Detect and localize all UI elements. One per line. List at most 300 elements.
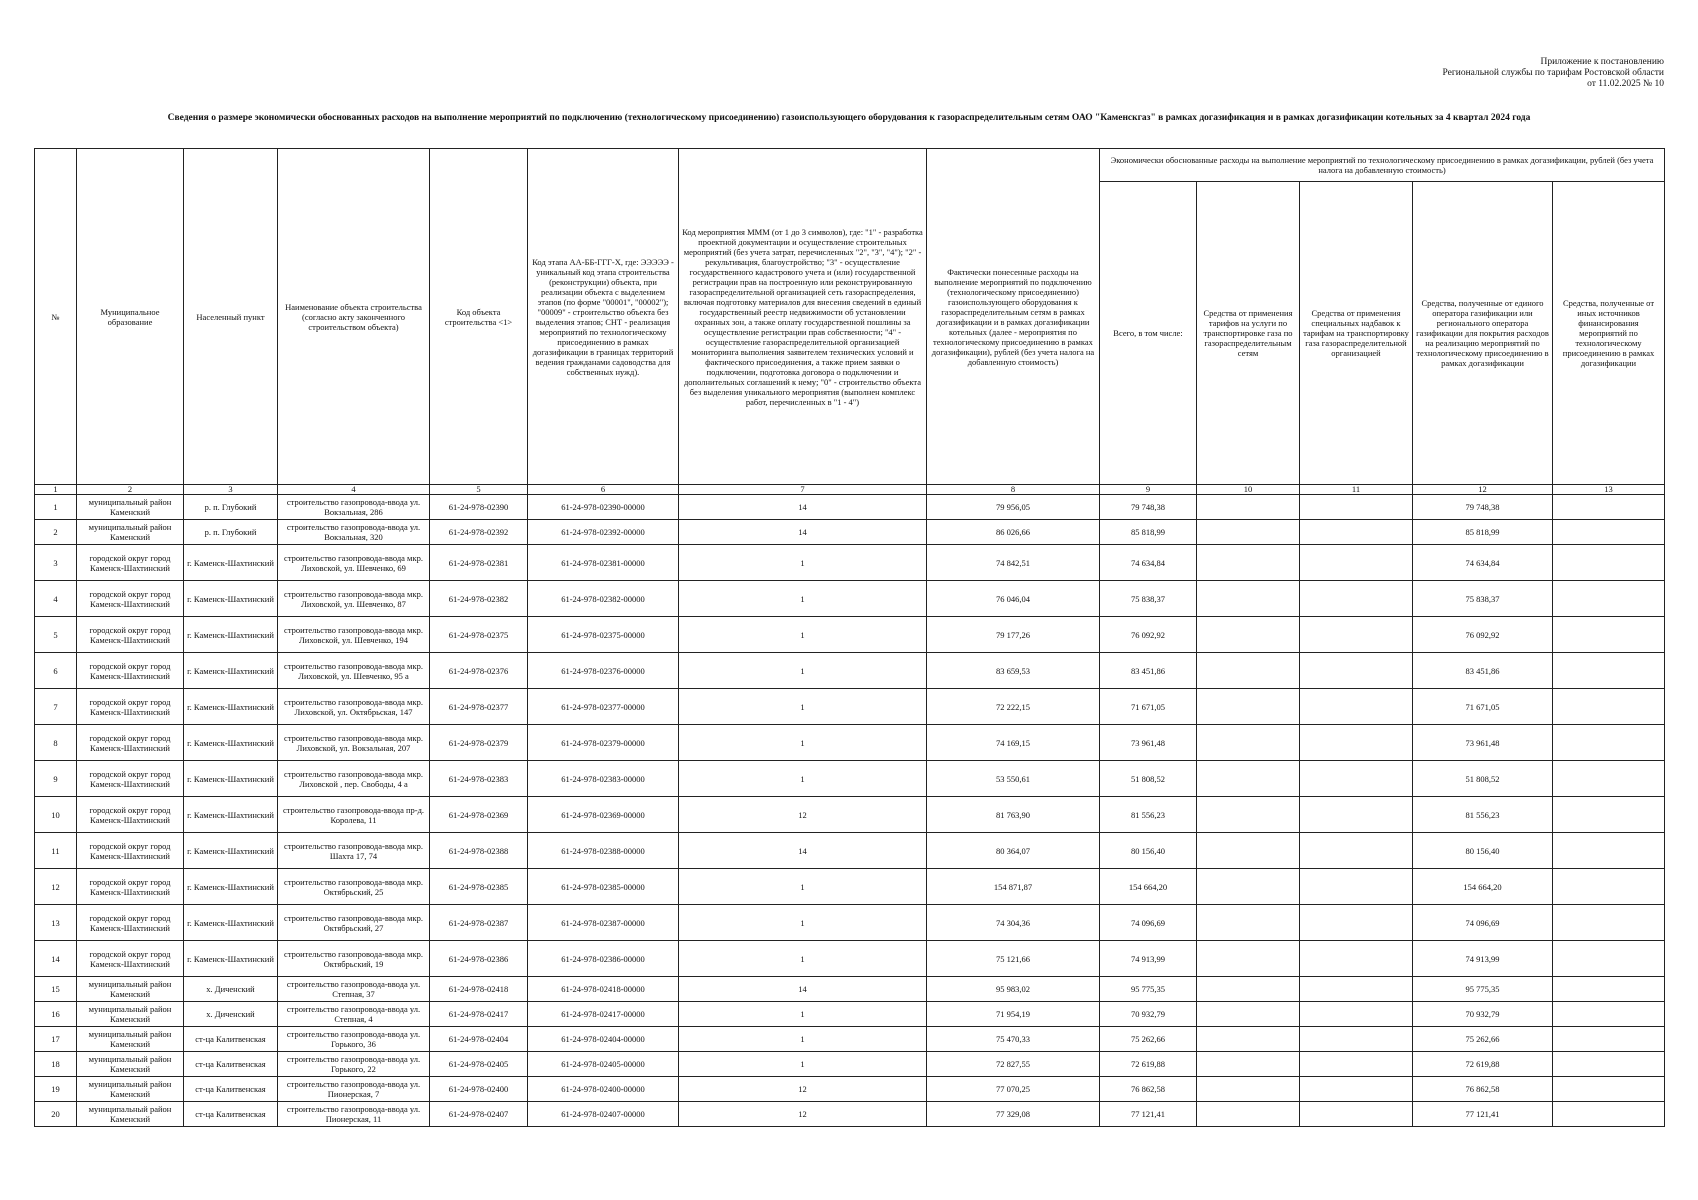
cell-operator: 81 556,23 <box>1413 797 1553 833</box>
cell-object-name: строительство газопровода-ввода пр-д. Королева, 11 <box>278 797 430 833</box>
cell-object-name: строительство газопровода-ввода ул. Пионерская, 11 <box>278 1102 430 1127</box>
appendix-line: от 11.02.2025 № 10 <box>1587 79 1664 89</box>
cell-tariffs <box>1197 495 1300 520</box>
cell-total: 75 262,66 <box>1100 1027 1197 1052</box>
cell-surcharges <box>1300 797 1413 833</box>
table-row <box>35 617 1665 653</box>
table-row <box>35 797 1665 833</box>
header-operator: Средства, полученные от единого оператора газификации или регионального оператора газификации для покрытия расходов на реализацию мероприятий по технологическому присоединению в рамках догазификации <box>1413 182 1553 485</box>
table-row <box>35 495 1665 520</box>
cell-settlement: г. Каменск-Шахтинский <box>184 761 278 797</box>
cell-surcharges <box>1300 545 1413 581</box>
cell-municipality: муниципальный район Каменский <box>77 495 184 520</box>
cell-activity-code: 1 <box>679 905 927 941</box>
cell-object-name: строительство газопровода-ввода ул. Пионерская, 7 <box>278 1077 430 1102</box>
cell-total: 72 619,88 <box>1100 1052 1197 1077</box>
cell-operator: 76 862,58 <box>1413 1077 1553 1102</box>
cell-object-code: 61-24-978-02400 <box>430 1077 528 1102</box>
column-numbers-row <box>35 485 1665 495</box>
cell-total: 71 671,05 <box>1100 689 1197 725</box>
cell-activity-code: 1 <box>679 1002 927 1027</box>
cell-actual-costs: 76 046,04 <box>927 581 1100 617</box>
table-row <box>35 1077 1665 1102</box>
cell-municipality: городской округ город Каменск-Шахтинский <box>77 905 184 941</box>
cell-actual-costs: 95 983,02 <box>927 977 1100 1002</box>
cell-operator: 74 096,69 <box>1413 905 1553 941</box>
cell-other <box>1553 653 1665 689</box>
cell-actual-costs: 79 177,26 <box>927 617 1100 653</box>
cell-surcharges <box>1300 1077 1413 1102</box>
cell-activity-code: 1 <box>679 1052 927 1077</box>
cell-stage-code: 61-24-978-02377-00000 <box>528 689 679 725</box>
cell-operator: 70 932,79 <box>1413 1002 1553 1027</box>
cell-other <box>1553 617 1665 653</box>
cell-object-code: 61-24-978-02404 <box>430 1027 528 1052</box>
row-number: 7 <box>35 689 77 725</box>
cell-tariffs <box>1197 653 1300 689</box>
cell-activity-code: 12 <box>679 1102 927 1127</box>
cell-object-name: строительство газопровода-ввода ул. Степная, 4 <box>278 1002 430 1027</box>
cell-tariffs <box>1197 941 1300 977</box>
cell-settlement: г. Каменск-Шахтинский <box>184 617 278 653</box>
cell-stage-code: 61-24-978-02407-00000 <box>528 1102 679 1127</box>
cell-other <box>1553 1077 1665 1102</box>
cell-object-code: 61-24-978-02382 <box>430 581 528 617</box>
cell-total: 81 556,23 <box>1100 797 1197 833</box>
cell-actual-costs: 77 329,08 <box>927 1102 1100 1127</box>
cell-actual-costs: 79 956,05 <box>927 495 1100 520</box>
cell-surcharges <box>1300 1052 1413 1077</box>
header-stage-code: Код этапа АА-ББ-ГГГ-Х, где: ЭЭЭЭЭ - уникальный код этапа строительства (реконструкции) объекта, при реализации объекта с выделением этапов (по форме "00001", "00002"); "00009" - строительство объекта без выделения этапов; СНТ - реализация мероприятий по технологическому присоединению в рамках догазификации в границах территорий ведения гражданами садоводства для собственных нужд). <box>528 149 679 485</box>
row-number: 20 <box>35 1102 77 1127</box>
header-num: № <box>35 149 77 485</box>
cell-surcharges <box>1300 520 1413 545</box>
cell-operator: 76 092,92 <box>1413 617 1553 653</box>
cell-other <box>1553 941 1665 977</box>
cell-other <box>1553 1027 1665 1052</box>
cell-total: 74 913,99 <box>1100 941 1197 977</box>
table-row <box>35 905 1665 941</box>
row-number: 14 <box>35 941 77 977</box>
cell-object-name: строительство газопровода-ввода мкр. Лиховской, ул. Октябрьская, 147 <box>278 689 430 725</box>
cell-surcharges <box>1300 941 1413 977</box>
cell-surcharges <box>1300 689 1413 725</box>
cell-tariffs <box>1197 761 1300 797</box>
cell-tariffs <box>1197 725 1300 761</box>
header-activity-code: Код мероприятия МММ (от 1 до 3 символов), где: "1" - разработка проектной документации и осуществление строительных мероприятий (без учета затрат, перечисленных "2", "3", "4"); "2" - рекультивация, благоустройство; "3" - осуществление государственного кадастрового учета и (или) государственной регистрации прав на построенную или реконструированную газораспределительной организацией сеть газораспределения, включая подготовку материалов для внесения сведений в единый государственный реестр недвижимости об установлении охранных зон, а также оплату государственной пошлины за осуществление регистрации прав собственности; "4" - осуществление газораспределительной организацией мониторинга выполнения заявителем технических условий и фактического присоединения, а также прием заявки о подключении, подготовка договора о подключении и дополнительных соглашений к нему; "0" - строительство объекта без выделения уникального мероприятия (выполнен комплекс работ, перечисленных в "1 - 4") <box>679 149 927 485</box>
column-number: 2 <box>77 485 184 495</box>
cell-other <box>1553 725 1665 761</box>
cell-stage-code: 61-24-978-02417-00000 <box>528 1002 679 1027</box>
table-header <box>35 149 1665 495</box>
cell-total: 70 932,79 <box>1100 1002 1197 1027</box>
cell-municipality: городской округ город Каменск-Шахтинский <box>77 653 184 689</box>
row-number: 3 <box>35 545 77 581</box>
cell-tariffs <box>1197 617 1300 653</box>
row-number: 8 <box>35 725 77 761</box>
cell-municipality: городской округ город Каменск-Шахтинский <box>77 869 184 905</box>
cell-object-name: строительство газопровода-ввода мкр. Октябрьский, 19 <box>278 941 430 977</box>
row-number: 15 <box>35 977 77 1002</box>
row-number: 11 <box>35 833 77 869</box>
cell-object-code: 61-24-978-02418 <box>430 977 528 1002</box>
table-row <box>35 1002 1665 1027</box>
cell-stage-code: 61-24-978-02405-00000 <box>528 1052 679 1077</box>
cell-stage-code: 61-24-978-02369-00000 <box>528 797 679 833</box>
cell-stage-code: 61-24-978-02392-00000 <box>528 520 679 545</box>
cell-other <box>1553 833 1665 869</box>
cell-municipality: муниципальный район Каменский <box>77 1002 184 1027</box>
cell-municipality: городской округ город Каменск-Шахтинский <box>77 545 184 581</box>
cell-activity-code: 14 <box>679 977 927 1002</box>
cell-object-name: строительство газопровода-ввода мкр. Лиховской, ул. Вокзальная, 207 <box>278 725 430 761</box>
row-number: 4 <box>35 581 77 617</box>
cell-total: 85 818,99 <box>1100 520 1197 545</box>
cell-tariffs <box>1197 689 1300 725</box>
cell-object-code: 61-24-978-02387 <box>430 905 528 941</box>
cell-tariffs <box>1197 869 1300 905</box>
cell-operator: 73 961,48 <box>1413 725 1553 761</box>
cell-total: 76 092,92 <box>1100 617 1197 653</box>
cell-tariffs <box>1197 905 1300 941</box>
row-number: 10 <box>35 797 77 833</box>
cell-object-name: строительство газопровода-ввода мкр. Лиховской, ул. Шевченко, 194 <box>278 617 430 653</box>
cell-settlement: г. Каменск-Шахтинский <box>184 581 278 617</box>
cell-total: 77 121,41 <box>1100 1102 1197 1127</box>
cell-activity-code: 1 <box>679 941 927 977</box>
cell-other <box>1553 1052 1665 1077</box>
cell-activity-code: 14 <box>679 833 927 869</box>
cell-settlement: ст-ца Калитвенская <box>184 1052 278 1077</box>
cell-stage-code: 61-24-978-02390-00000 <box>528 495 679 520</box>
cell-municipality: городской округ город Каменск-Шахтинский <box>77 833 184 869</box>
cell-settlement: г. Каменск-Шахтинский <box>184 689 278 725</box>
column-number: 3 <box>184 485 278 495</box>
appendix-line: Региональной службы по тарифам Ростовской области <box>1442 68 1664 78</box>
cell-stage-code: 61-24-978-02381-00000 <box>528 545 679 581</box>
cell-object-name: строительство газопровода-ввода мкр. Шахта 17, 74 <box>278 833 430 869</box>
cell-other <box>1553 905 1665 941</box>
cell-stage-code: 61-24-978-02385-00000 <box>528 869 679 905</box>
cell-object-name: строительство газопровода-ввода ул. Вокзальная, 320 <box>278 520 430 545</box>
cell-municipality: муниципальный район Каменский <box>77 977 184 1002</box>
cell-total: 80 156,40 <box>1100 833 1197 869</box>
column-number: 1 <box>35 485 77 495</box>
cell-tariffs <box>1197 797 1300 833</box>
cell-surcharges <box>1300 869 1413 905</box>
header-actual-costs: Фактически понесенные расходы на выполнение мероприятий по подключению (технологическому присоединению) газоиспользующего оборудования к газораспределительным сетям в рамках догазификации и в рамках догазификации котельных (далее - мероприятия по технологическому присоединению в рамках догазификации), рублей (без учета налога на добавленную стоимость) <box>927 149 1100 485</box>
cell-stage-code: 61-24-978-02418-00000 <box>528 977 679 1002</box>
cell-total: 95 775,35 <box>1100 977 1197 1002</box>
cell-stage-code: 61-24-978-02382-00000 <box>528 581 679 617</box>
row-number: 16 <box>35 1002 77 1027</box>
cell-stage-code: 61-24-978-02400-00000 <box>528 1077 679 1102</box>
cell-object-code: 61-24-978-02375 <box>430 617 528 653</box>
cell-total: 74 634,84 <box>1100 545 1197 581</box>
cell-object-name: строительство газопровода-ввода мкр. Октябрьский, 27 <box>278 905 430 941</box>
cell-surcharges <box>1300 1102 1413 1127</box>
table-body <box>35 495 1665 1127</box>
row-number: 9 <box>35 761 77 797</box>
cell-stage-code: 61-24-978-02386-00000 <box>528 941 679 977</box>
cell-stage-code: 61-24-978-02379-00000 <box>528 725 679 761</box>
header-object-code: Код объекта строительства <1> <box>430 149 528 485</box>
cell-surcharges <box>1300 761 1413 797</box>
cell-actual-costs: 75 470,33 <box>927 1027 1100 1052</box>
cell-actual-costs: 74 304,36 <box>927 905 1100 941</box>
cell-object-code: 61-24-978-02377 <box>430 689 528 725</box>
cell-object-code: 61-24-978-02379 <box>430 725 528 761</box>
table-row <box>35 689 1665 725</box>
cell-other <box>1553 520 1665 545</box>
cell-other <box>1553 869 1665 905</box>
cell-object-code: 61-24-978-02407 <box>430 1102 528 1127</box>
cell-object-code: 61-24-978-02390 <box>430 495 528 520</box>
table-row <box>35 869 1665 905</box>
cell-tariffs <box>1197 1027 1300 1052</box>
cell-activity-code: 1 <box>679 545 927 581</box>
cell-municipality: муниципальный район Каменский <box>77 520 184 545</box>
cell-operator: 71 671,05 <box>1413 689 1553 725</box>
column-number: 6 <box>528 485 679 495</box>
cell-tariffs <box>1197 520 1300 545</box>
cell-operator: 85 818,99 <box>1413 520 1553 545</box>
row-number: 19 <box>35 1077 77 1102</box>
cell-settlement: ст-ца Калитвенская <box>184 1077 278 1102</box>
cell-settlement: х. Диченский <box>184 1002 278 1027</box>
cell-operator: 75 262,66 <box>1413 1027 1553 1052</box>
table-row <box>35 725 1665 761</box>
cell-municipality: городской округ город Каменск-Шахтинский <box>77 689 184 725</box>
table-row <box>35 520 1665 545</box>
cell-settlement: г. Каменск-Шахтинский <box>184 653 278 689</box>
cell-settlement: г. Каменск-Шахтинский <box>184 869 278 905</box>
cell-surcharges <box>1300 1027 1413 1052</box>
cell-total: 74 096,69 <box>1100 905 1197 941</box>
cell-municipality: муниципальный район Каменский <box>77 1027 184 1052</box>
cell-settlement: ст-ца Калитвенская <box>184 1102 278 1127</box>
cell-object-name: строительство газопровода-ввода ул. Горького, 22 <box>278 1052 430 1077</box>
cell-operator: 83 451,86 <box>1413 653 1553 689</box>
costs-table <box>34 148 1665 1127</box>
cell-activity-code: 1 <box>679 725 927 761</box>
cell-object-name: строительство газопровода-ввода ул. Степная, 37 <box>278 977 430 1002</box>
appendix-line: Приложение к постановлению <box>1540 57 1664 67</box>
cell-actual-costs: 74 169,15 <box>927 725 1100 761</box>
cell-operator: 75 838,37 <box>1413 581 1553 617</box>
cell-total: 83 451,86 <box>1100 653 1197 689</box>
cell-tariffs <box>1197 833 1300 869</box>
row-number: 12 <box>35 869 77 905</box>
cell-settlement: х. Диченский <box>184 977 278 1002</box>
cell-tariffs <box>1197 977 1300 1002</box>
cell-operator: 80 156,40 <box>1413 833 1553 869</box>
cell-tariffs <box>1197 1077 1300 1102</box>
row-number: 2 <box>35 520 77 545</box>
row-number: 1 <box>35 495 77 520</box>
cell-object-code: 61-24-978-02383 <box>430 761 528 797</box>
cell-object-code: 61-24-978-02376 <box>430 653 528 689</box>
cell-activity-code: 14 <box>679 520 927 545</box>
cell-other <box>1553 761 1665 797</box>
cell-object-code: 61-24-978-02385 <box>430 869 528 905</box>
cell-tariffs <box>1197 1002 1300 1027</box>
cell-object-name: строительство газопровода-ввода мкр. Лиховской , пер. Свободы, 4 а <box>278 761 430 797</box>
cell-surcharges <box>1300 617 1413 653</box>
cell-settlement: г. Каменск-Шахтинский <box>184 833 278 869</box>
cell-tariffs <box>1197 1102 1300 1127</box>
column-number: 10 <box>1197 485 1300 495</box>
cell-settlement: р. п. Глубокий <box>184 520 278 545</box>
cell-activity-code: 1 <box>679 581 927 617</box>
table-row <box>35 1027 1665 1052</box>
cell-operator: 79 748,38 <box>1413 495 1553 520</box>
cell-total: 51 808,52 <box>1100 761 1197 797</box>
cell-operator: 74 913,99 <box>1413 941 1553 977</box>
cell-settlement: р. п. Глубокий <box>184 495 278 520</box>
cell-surcharges <box>1300 495 1413 520</box>
cell-actual-costs: 154 871,87 <box>927 869 1100 905</box>
table-row <box>35 941 1665 977</box>
cell-municipality: муниципальный район Каменский <box>77 1052 184 1077</box>
cell-surcharges <box>1300 581 1413 617</box>
cell-stage-code: 61-24-978-02404-00000 <box>528 1027 679 1052</box>
cell-object-name: строительство газопровода-ввода ул. Вокзальная, 286 <box>278 495 430 520</box>
cell-settlement: г. Каменск-Шахтинский <box>184 941 278 977</box>
cell-surcharges <box>1300 833 1413 869</box>
cell-total: 73 961,48 <box>1100 725 1197 761</box>
cell-other <box>1553 495 1665 520</box>
cell-tariffs <box>1197 545 1300 581</box>
cell-municipality: муниципальный район Каменский <box>77 1102 184 1127</box>
cell-municipality: городской округ город Каменск-Шахтинский <box>77 941 184 977</box>
cell-settlement: ст-ца Калитвенская <box>184 1027 278 1052</box>
column-number: 9 <box>1100 485 1197 495</box>
row-number: 13 <box>35 905 77 941</box>
cell-other <box>1553 977 1665 1002</box>
column-number: 13 <box>1553 485 1665 495</box>
table-row <box>35 1102 1665 1127</box>
cell-settlement: г. Каменск-Шахтинский <box>184 905 278 941</box>
cell-surcharges <box>1300 653 1413 689</box>
cell-total: 154 664,20 <box>1100 869 1197 905</box>
cell-municipality: муниципальный район Каменский <box>77 1077 184 1102</box>
row-number: 5 <box>35 617 77 653</box>
column-number: 11 <box>1300 485 1413 495</box>
cell-actual-costs: 53 550,61 <box>927 761 1100 797</box>
row-number: 18 <box>35 1052 77 1077</box>
column-number: 12 <box>1413 485 1553 495</box>
cell-activity-code: 12 <box>679 797 927 833</box>
cell-actual-costs: 74 842,51 <box>927 545 1100 581</box>
cell-actual-costs: 83 659,53 <box>927 653 1100 689</box>
cell-stage-code: 61-24-978-02388-00000 <box>528 833 679 869</box>
cell-municipality: городской округ город Каменск-Шахтинский <box>77 761 184 797</box>
cell-actual-costs: 81 763,90 <box>927 797 1100 833</box>
header-settlement: Населенный пункт <box>184 149 278 485</box>
cell-total: 75 838,37 <box>1100 581 1197 617</box>
cell-object-code: 61-24-978-02369 <box>430 797 528 833</box>
cell-object-code: 61-24-978-02417 <box>430 1002 528 1027</box>
cell-activity-code: 1 <box>679 689 927 725</box>
cell-municipality: городской округ город Каменск-Шахтинский <box>77 797 184 833</box>
cell-other <box>1553 581 1665 617</box>
table-row <box>35 1052 1665 1077</box>
cell-activity-code: 1 <box>679 653 927 689</box>
cell-activity-code: 12 <box>679 1077 927 1102</box>
cell-tariffs <box>1197 1052 1300 1077</box>
cell-stage-code: 61-24-978-02375-00000 <box>528 617 679 653</box>
document-title: Сведения о размере экономически обоснованных расходов на выполнение мероприятий по подключению (технологическому присоединению) газоиспользующего оборудования к газораспределительным сетям ОАО "Каменскгаз" в рамках догазификация и в рамках догазификации котельных за 4 квартал 2024 года <box>167 113 1531 123</box>
table-row <box>35 545 1665 581</box>
column-number: 7 <box>679 485 927 495</box>
cell-object-name: строительство газопровода-ввода ул. Горького, 36 <box>278 1027 430 1052</box>
header-object-name: Наименование объекта строительства (согласно акту законченного строительством объекта) <box>278 149 430 485</box>
cell-other <box>1553 1102 1665 1127</box>
cell-stage-code: 61-24-978-02376-00000 <box>528 653 679 689</box>
cell-object-code: 61-24-978-02386 <box>430 941 528 977</box>
cell-settlement: г. Каменск-Шахтинский <box>184 797 278 833</box>
cell-operator: 72 619,88 <box>1413 1052 1553 1077</box>
cell-object-code: 61-24-978-02392 <box>430 520 528 545</box>
cell-actual-costs: 71 954,19 <box>927 1002 1100 1027</box>
header-total: Всего, в том числе: <box>1100 182 1197 485</box>
header-surcharges: Средства от применения специальных надбавок к тарифам на транспортировку газа газораспределительной организацией <box>1300 182 1413 485</box>
cell-operator: 74 634,84 <box>1413 545 1553 581</box>
cell-actual-costs: 72 827,55 <box>927 1052 1100 1077</box>
cell-operator: 95 775,35 <box>1413 977 1553 1002</box>
header-tariffs: Средства от применения тарифов на услуги по транспортировке газа по газораспределительным сетям <box>1197 182 1300 485</box>
header-group-justified-costs: Экономически обоснованные расходы на выполнение мероприятий по технологическому присоединению в рамках догазификации, рублей (без учета налога на добавленную стоимость) <box>1100 149 1665 182</box>
header-other: Средства, полученные от иных источников финансирования мероприятий по технологическому присоединению в рамках догазификации <box>1553 182 1665 485</box>
cell-activity-code: 1 <box>679 761 927 797</box>
cell-surcharges <box>1300 725 1413 761</box>
cell-settlement: г. Каменск-Шахтинский <box>184 725 278 761</box>
cell-object-code: 61-24-978-02381 <box>430 545 528 581</box>
cell-activity-code: 14 <box>679 495 927 520</box>
cell-other <box>1553 689 1665 725</box>
cell-other <box>1553 545 1665 581</box>
cell-actual-costs: 77 070,25 <box>927 1077 1100 1102</box>
cell-actual-costs: 75 121,66 <box>927 941 1100 977</box>
cell-stage-code: 61-24-978-02387-00000 <box>528 905 679 941</box>
cell-object-name: строительство газопровода-ввода мкр. Лиховской, ул. Шевченко, 87 <box>278 581 430 617</box>
cell-object-name: строительство газопровода-ввода мкр. Лиховской, ул. Шевченко, 95 а <box>278 653 430 689</box>
column-number: 8 <box>927 485 1100 495</box>
cell-total: 79 748,38 <box>1100 495 1197 520</box>
appendix-note <box>1264 57 1664 90</box>
cell-activity-code: 1 <box>679 869 927 905</box>
cell-municipality: городской округ город Каменск-Шахтинский <box>77 725 184 761</box>
cell-operator: 51 808,52 <box>1413 761 1553 797</box>
row-number: 17 <box>35 1027 77 1052</box>
cell-object-code: 61-24-978-02388 <box>430 833 528 869</box>
cell-municipality: городской округ город Каменск-Шахтинский <box>77 581 184 617</box>
cell-actual-costs: 72 222,15 <box>927 689 1100 725</box>
table-row <box>35 761 1665 797</box>
cell-object-name: строительство газопровода-ввода мкр. Лиховской, ул. Шевченко, 69 <box>278 545 430 581</box>
cell-other <box>1553 797 1665 833</box>
cell-total: 76 862,58 <box>1100 1077 1197 1102</box>
cell-tariffs <box>1197 581 1300 617</box>
cell-actual-costs: 86 026,66 <box>927 520 1100 545</box>
cell-activity-code: 1 <box>679 1027 927 1052</box>
row-number: 6 <box>35 653 77 689</box>
cell-stage-code: 61-24-978-02383-00000 <box>528 761 679 797</box>
cell-surcharges <box>1300 977 1413 1002</box>
cell-surcharges <box>1300 905 1413 941</box>
table-row <box>35 977 1665 1002</box>
